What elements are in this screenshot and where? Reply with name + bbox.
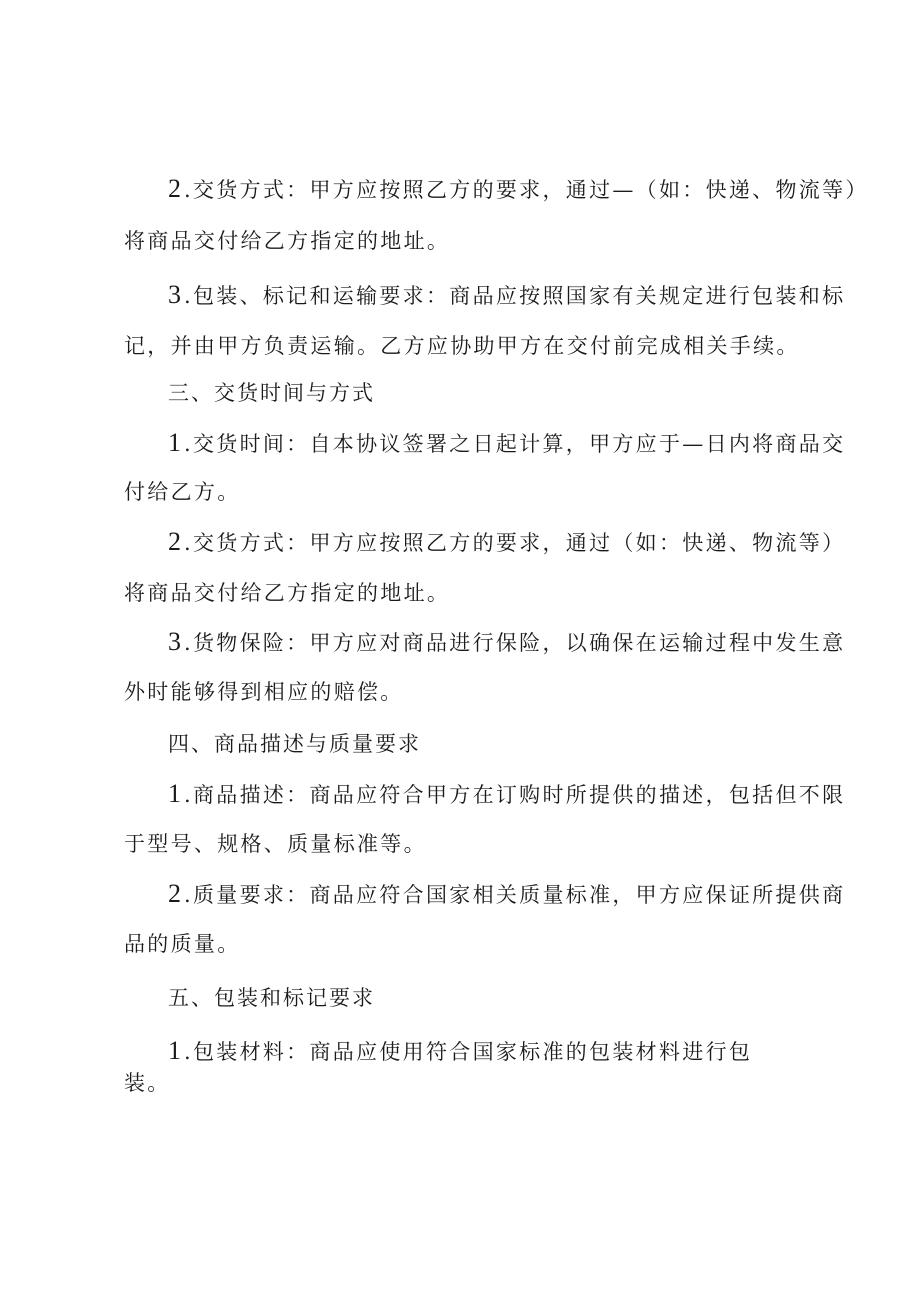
clause-text: .包装材料：商品应使用符合国家标准的包装材料进行包 [184, 1040, 753, 1064]
clause-2-delivery-method-b-line2: 将商品交付给乙方指定的地址。 [124, 581, 451, 605]
clause-3-cargo-insurance-line2: 外时能够得到相应的赔偿。 [124, 680, 404, 704]
clause-2-delivery-method-line2: 将商品交付给乙方指定的地址。 [124, 229, 451, 253]
clause-text: .质量要求：商品应符合国家相关质量标准，甲方应保证所提供商 [184, 883, 846, 907]
clause-text: .交货方式：甲方应按照乙方的要求，通过—（如：快递、物流等） [184, 178, 869, 202]
clause-2-quality-requirements-line2: 品的质量。 [124, 932, 241, 956]
clause-text: .商品描述：商品应符合甲方在订购时所提供的描述，包括但不限 [184, 783, 846, 807]
clause-1-packaging-materials-line1 [168, 1036, 888, 1067]
clause-1-delivery-time-line2: 付给乙方。 [124, 480, 241, 504]
clause-3-packaging-transport-line1 [168, 280, 888, 311]
clause-number: 2 [168, 174, 181, 203]
clause-3-packaging-transport-line2: 记，并由甲方负责运输。乙方应协助甲方在交付前完成相关手续。 [124, 334, 800, 358]
clause-3-cargo-insurance-line1 [168, 627, 888, 658]
section-heading-3: 三、交货时间与方式 [168, 381, 375, 405]
clause-2-delivery-method-line1 [168, 174, 888, 205]
clause-number: 2 [168, 527, 181, 556]
clause-number: 1 [168, 1036, 181, 1065]
section-heading-4: 四、商品描述与质量要求 [168, 732, 421, 756]
clause-text: .包装、标记和运输要求：商品应按照国家有关规定进行包装和标 [184, 284, 846, 308]
clause-number: 3 [168, 627, 181, 656]
clause-text: .货物保险：甲方应对商品进行保险，以确保在运输过程中发生意 [184, 631, 846, 655]
clause-text: .交货方式：甲方应按照乙方的要求，通过（如：快递、物流等） [184, 531, 846, 555]
clause-number: 1 [168, 779, 181, 808]
clause-text: .交货时间：自本协议签署之日起计算，甲方应于—日内将商品交 [184, 432, 846, 456]
clause-1-packaging-materials-line2: 装。 [124, 1071, 171, 1095]
clause-number: 1 [168, 428, 181, 457]
clause-1-product-description-line2: 于型号、规格、质量标准等。 [124, 832, 427, 856]
section-heading-5: 五、包装和标记要求 [168, 986, 375, 1010]
clause-1-product-description-line1 [168, 779, 888, 810]
clause-1-delivery-time-line1 [168, 428, 888, 459]
clause-number: 3 [168, 280, 181, 309]
clause-2-delivery-method-b-line1 [168, 527, 888, 558]
clause-number: 2 [168, 879, 181, 908]
clause-2-quality-requirements-line1 [168, 879, 888, 910]
